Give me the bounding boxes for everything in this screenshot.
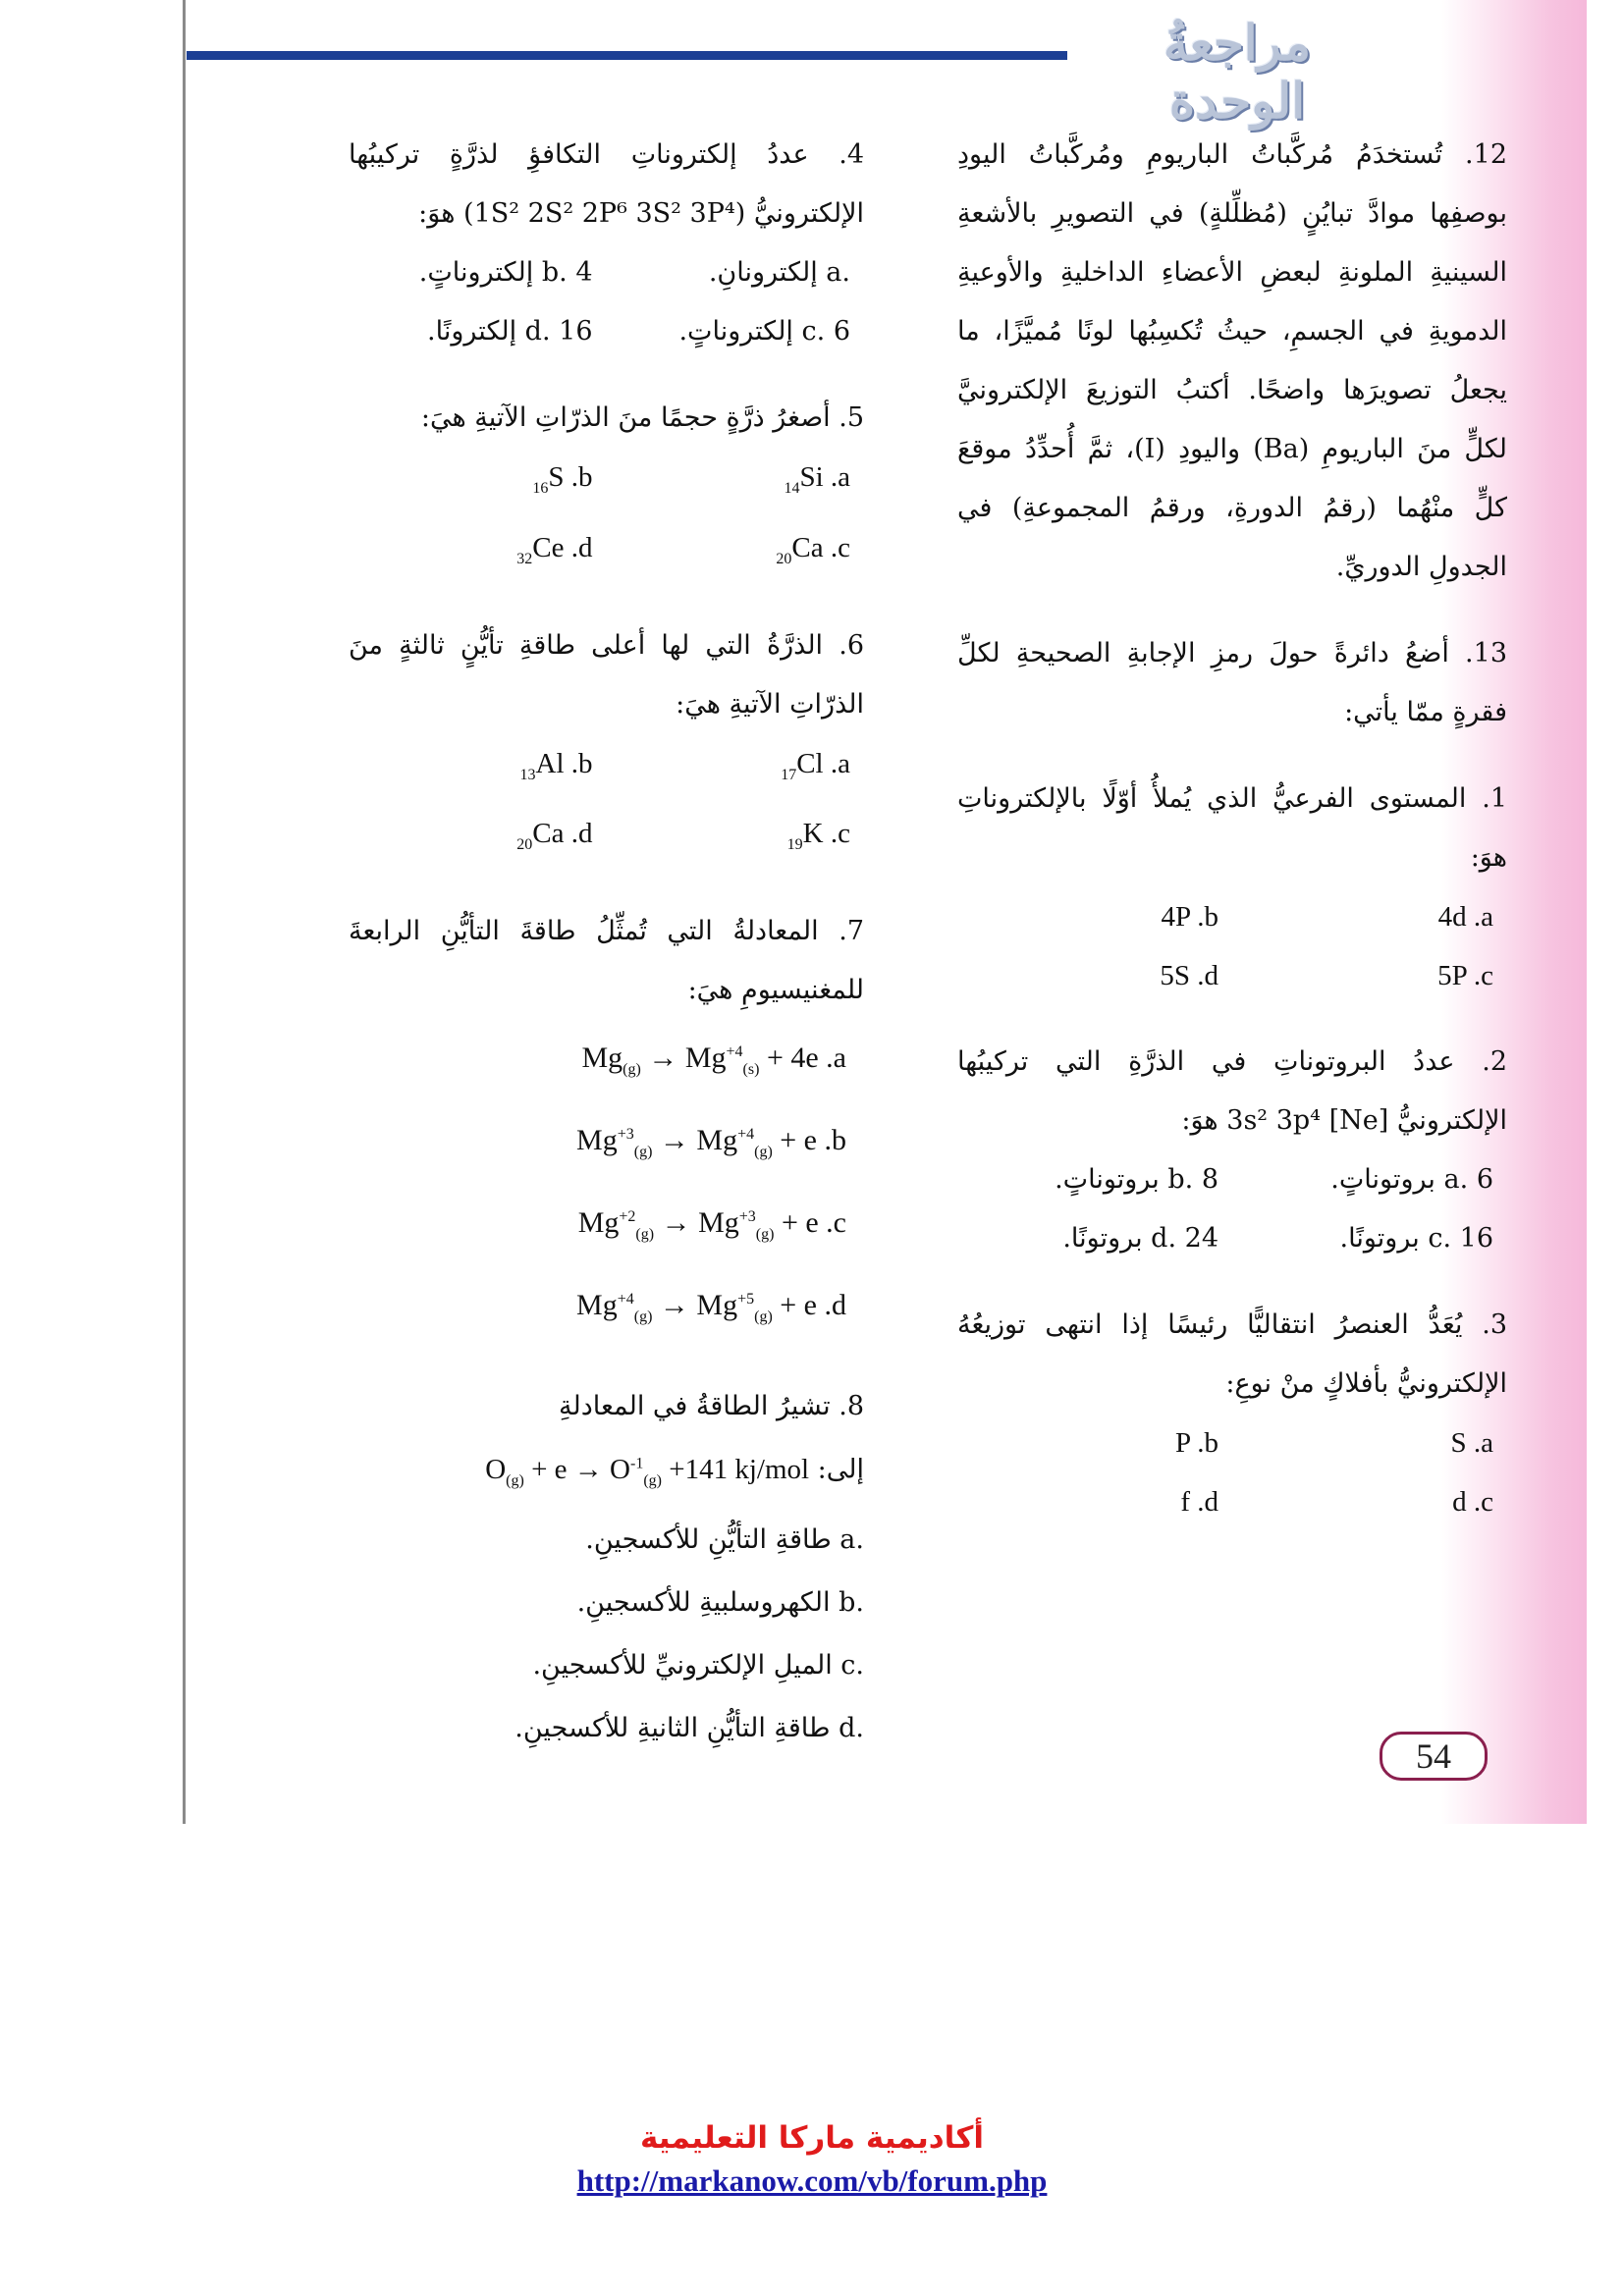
right-column	[957, 126, 1507, 1531]
footer	[0, 2120, 1624, 2199]
option-a[interactable]: $Mg_{(g)} \to Mg^{+4}_{(s)} + 4e$ .a	[581, 1041, 846, 1079]
item-7-options	[349, 1020, 864, 1350]
option-c[interactable]: 5P .c	[1437, 960, 1493, 991]
header-bar	[187, 51, 1067, 60]
option-a[interactable]: 4d .a	[1437, 901, 1493, 933]
item-4-stem: 4. عددُ إلكتروناتِ التكافؤِ لذرَّةٍ تركيبُها الإلكترونيُّ (1S² 2S² 2P⁶ 3S² 3P⁴) هوَ:	[349, 139, 864, 229]
option-a[interactable]: 6 .a بروتوناتٍ.	[1330, 1164, 1493, 1195]
option-b[interactable]: 4P .b	[1161, 901, 1218, 933]
question-12: 12. تُستخدَمُ مُركَّباتُ الباريومِ ومُركَّباتُ اليودِ بوصفِها موادَّ تبايُنٍ (مُظلِّلةٍ) في التصويرِ بالأشعةِ السينيةِ الملونةِ لبعضِ الأعضاءِ الداخليةِ والأوعيةِ الدمويةِ في الجسمِ، حيثُ تُكسِبُها لونًا مُميَّزًا، ما يجعلُ تصويرَها واضحًا. أكتبُ التوزيعَ الإلكترونيَّ لكلٍّ منَ الباريومِ (Ba) واليودِ (I)، ثمَّ أُحدِّدُ موقعَ كلٍّ منْهُما (رقمُ الدورةِ، ورقمُ المجموعةِ) في الجدولِ الدوريِّ.	[957, 139, 1508, 582]
option-d[interactable]: 24 .d بروتونًا.	[1062, 1223, 1218, 1254]
item-8-equation-line: إلى: $O_{(g)} + e \to O^{-1}_{(g)} +141$ kj/mol	[485, 1453, 864, 1489]
option-d[interactable]: 16 .d إلكترونًا.	[427, 316, 593, 347]
option-b[interactable]: $_{13}$Al .b	[519, 747, 593, 783]
option-d[interactable]: $_{20}$Ca .d	[516, 818, 593, 854]
left-column	[349, 126, 864, 1760]
item-3-stem: 3. يُعَدُّ العنصرُ انتقاليًّا رئيسًا إذا انتهى توزيعُهُ الإلكترونيُّ بأفلاكٍ منْ نوعِ:	[957, 1309, 1507, 1399]
option-c[interactable]: $Mg^{+2}_{(g)} \to Mg^{+3}_{(g)} + e$ .c	[577, 1206, 846, 1244]
option-b[interactable]: 4 .b إلكتروناتٍ.	[418, 257, 593, 288]
item-8-options	[349, 1509, 864, 1760]
option-c[interactable]: 6 .c إلكتروناتٍ.	[678, 316, 850, 347]
page-number: 54	[1380, 1732, 1488, 1781]
item-6-stem: 6. الذرَّةُ التي لها أعلى طاقةِ تأيُّنٍ ثالثةٍ منَ الذرّاتِ الآتيةِ هيَ:	[349, 629, 864, 720]
footer-link[interactable]: http://markanow.com/vb/forum.php	[576, 2163, 1048, 2198]
item-5-stem: 5. أصغرُ ذرَّةٍ حجمًا منَ الذرّاتِ الآتيةِ هيَ:	[420, 402, 864, 433]
item-2-options	[957, 1150, 1507, 1268]
item-3-options	[957, 1414, 1507, 1531]
item-6-options	[349, 734, 864, 876]
option-c[interactable]: d .c	[1452, 1486, 1493, 1518]
option-d[interactable]: $_{32}$Ce .d	[516, 531, 593, 567]
option-b[interactable]: P .b	[1174, 1427, 1218, 1459]
option-c[interactable]: 16 .c بروتونًا.	[1339, 1223, 1493, 1254]
left-margin-rule	[183, 0, 186, 1824]
option-c[interactable]: $_{20}$Ca .c	[776, 531, 850, 567]
item-5-options	[349, 448, 864, 589]
option-d[interactable]: 5S .d	[1160, 960, 1218, 991]
option-a[interactable]: $_{17}$Cl .a	[781, 747, 850, 783]
item-1-options	[957, 887, 1507, 1005]
option-b[interactable]: .b الكهروسلبيةِ للأكسجينِ.	[576, 1586, 864, 1618]
unit-review-title: مراجعةُ الوحدة	[1163, 14, 1312, 130]
option-b[interactable]: $Mg^{+3}_{(g)} \to Mg^{+4}_{(g)} + e$ .b	[576, 1124, 846, 1161]
item-8-stem: 8. تشيرُ الطاقةُ في المعادلةِ	[559, 1391, 864, 1422]
option-a[interactable]: .a طاقةِ التأيُّنِ للأكسجينِ.	[585, 1523, 864, 1555]
option-d[interactable]: .d طاقةِ التأيُّنِ الثانيةِ للأكسجينِ.	[514, 1712, 864, 1743]
question-13: 13. أضعُ دائرةً حولَ رمزِ الإجابةِ الصحيحةِ لكلِّ فقرةٍ ممّا يأتي:	[957, 638, 1507, 727]
option-a[interactable]: .a إلكترونانِ.	[708, 257, 850, 288]
option-d[interactable]: f .d	[1180, 1486, 1218, 1518]
item-4-options	[349, 243, 864, 361]
option-d[interactable]: $Mg^{+4}_{(g)} \to Mg^{+5}_{(g)} + e$ .d	[576, 1289, 846, 1326]
item-1-stem: 1. المستوى الفرعيُّ الذي يُملأُ أوّلًا بالإلكتروناتِ هوَ:	[957, 783, 1507, 873]
footer-academy-name: أكاديمية ماركا التعليمية	[640, 2120, 984, 2156]
option-a[interactable]: S .a	[1450, 1427, 1493, 1459]
option-b[interactable]: 8 .b بروتوناتٍ.	[1055, 1164, 1218, 1195]
option-c[interactable]: .c الميلِ الإلكترونيِّ للأكسجينِ.	[532, 1649, 864, 1681]
option-a[interactable]: $_{14}$Si .a	[784, 461, 850, 497]
item-7-stem: 7. المعادلةُ التي تُمثِّلُ طاقةَ التأيُّنِ الرابعةَ للمغنيسيومِ هيَ:	[349, 916, 864, 1006]
option-c[interactable]: $_{19}$K .c	[786, 818, 850, 854]
item-2-stem: 2. عددُ البروتوناتِ في الذرَّةِ التي تركيبُها الإلكترونيُّ [Ne] 3s² 3p⁴ هوَ:	[957, 1046, 1507, 1136]
option-b[interactable]: $_{16}$S .b	[532, 461, 593, 497]
